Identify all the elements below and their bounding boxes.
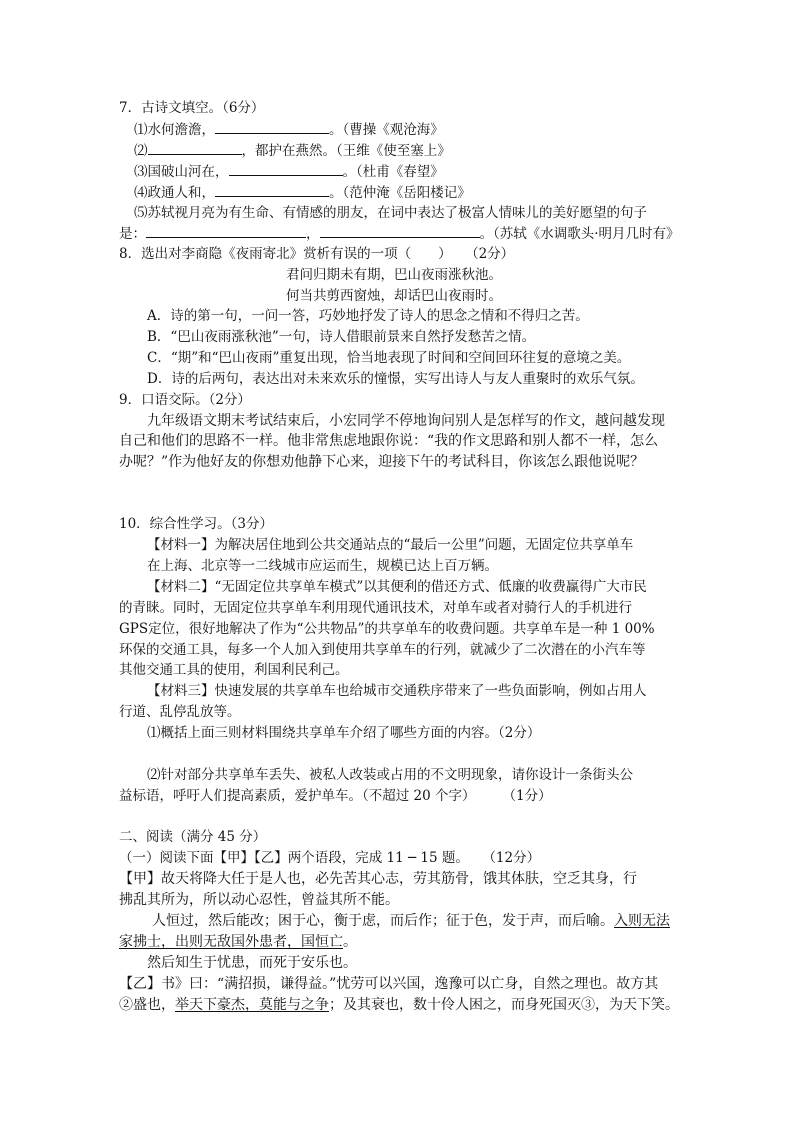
answer-blank[interactable] — [320, 223, 480, 238]
q8-poem-line-2: 何当共剪西窗烛，却话巴山夜雨时。 — [286, 288, 502, 304]
passage-jia-line-4 — [119, 932, 357, 952]
q7-item-5-line2 — [119, 223, 680, 244]
q7-item-4 — [134, 182, 471, 203]
underlined-sentence: 入则无法 — [614, 913, 670, 929]
answer-blank[interactable] — [229, 161, 343, 176]
q9-title: 9．口语交际。（2分） — [119, 392, 251, 408]
q10-subquestion-1: ⑴概括上面三则材料围绕共享单车介绍了哪些方面的内容。（2分） — [147, 725, 541, 741]
q7-title: 7．古诗文填空。（6分） — [119, 100, 265, 116]
q7-item-2-source: ，都护在燕然。（王维《使至塞上》 — [241, 143, 451, 159]
passage-jia-line-1: 【甲】故天将降大任于是人也，必先苦其心志，劳其筋骨，饿其体肤，空乏其身，行 — [119, 871, 637, 887]
q7-item-2-text: ⑵ — [134, 143, 148, 159]
q7-item-1 — [134, 119, 444, 140]
q8-poem-line-1: 君问归期未有期，巴山夜雨涨秋池。 — [286, 267, 502, 283]
q8-option-a[interactable]: A．诗的第一句，一问一答，巧妙地抒发了诗人的思念之情和不得归之苦。 — [147, 308, 589, 324]
q10-subquestion-2-line-2: 益标语，呼吁人们提高素质，爱护单车。（不超过 20 个字） （1分） — [119, 788, 552, 804]
q7-item-1-source: 。（曹操《观沧海》 — [329, 122, 444, 138]
passage-yi-line-2 — [119, 995, 679, 1015]
q10-material-3-line-2: 行道、乱停乱放等。 — [119, 704, 241, 720]
passage-jia-text: 。 — [343, 934, 357, 950]
reading-1-instruction: （一）阅读下面【甲】【乙】两个语段，完成 11 ─ 15 题。 （12分） — [119, 850, 541, 866]
passage-jia-line-3 — [152, 911, 670, 931]
q8-option-c[interactable]: C．“期”和“巴山夜雨”重复出现，恰当地表现了时间和空间回环往复的意境之美。 — [147, 350, 631, 366]
q7-item-5-comma: ， — [306, 226, 320, 242]
q9-paragraph-line-3: 办呢？”作为他好友的你想劝他静下心来，迎接下午的考试科目，你该怎么跟他说呢？ — [119, 454, 645, 470]
answer-blank[interactable] — [215, 119, 329, 134]
underlined-sentence: 家拂士，出则无敌国外患者，国恒亡 — [119, 934, 343, 950]
q7-item-3-text: ⑶国破山河在， — [134, 164, 229, 180]
q7-item-2 — [134, 140, 451, 161]
q10-material-2-line-5: 其他交通工具的使用，利国利民利己。 — [119, 662, 349, 678]
q9-paragraph-line-1: 九年级语文期末考试结束后，小宏同学不停地询问别人是怎样写的作文，越问越发现 — [147, 413, 665, 429]
q7-item-3-source: 。（杜甫《春望》 — [342, 164, 444, 180]
q8-option-b[interactable]: B．“巴山夜雨涨秋池”一句，诗人借眼前景来自然抒发愁苦之情。 — [147, 329, 536, 345]
passage-jia-line-5: 然后知生于忧患，而死于安乐也。 — [147, 955, 357, 971]
answer-blank[interactable] — [146, 223, 306, 238]
q7-item-4-text: ⑷政通人和， — [134, 185, 215, 201]
q10-material-2-line-3: GPS定位，很好地解决了作为“公共物品”的共享单车的收费问题。共享单车是一种 1 00% — [119, 621, 655, 637]
passage-yi-text: ；及其衰也，数十伶人困之，而身死国灭③，为天下笑。 — [329, 997, 679, 1013]
q7-item-1-text: ⑴水何澹澹， — [134, 122, 215, 138]
underlined-sentence: 举天下豪杰，莫能与之争 — [175, 997, 329, 1013]
q8-option-d[interactable]: D．诗的后两句，表达出对未来欢乐的憧憬，实写出诗人与友人重聚时的欢乐气氛。 — [147, 371, 644, 387]
q7-item-5-text: 是： — [119, 226, 146, 242]
passage-yi-text: ②盛也， — [119, 997, 175, 1013]
q10-material-2-line-4: 环保的交通工具，每多一个人加入到使用共享单车的行列，就减少了二次潜在的小汽车等 — [119, 642, 646, 658]
q10-material-3-line-1: 【材料三】快速发展的共享单车也给城市交通秩序带来了一些负面影响，例如占用人 — [147, 683, 647, 699]
answer-blank[interactable] — [148, 140, 242, 155]
q7-item-5-line1: ⑸苏轼视月亮为有生命、有情感的朋友，在词中表达了极富人情味儿的美好愿望的句子 — [134, 205, 647, 221]
q7-item-4-source: 。（范仲淹《岳阳楼记》 — [329, 185, 471, 201]
q10-material-1-line-1: 【材料一】为解决居住地到公共交通站点的“最后一公里”问题，无固定位共享单车 — [147, 537, 634, 553]
answer-blank[interactable] — [215, 182, 329, 197]
passage-jia-text: 人恒过，然后能改；困于心，衡于虑，而后作；征于色，发于声，而后喻。 — [152, 913, 614, 929]
q7-item-3 — [134, 161, 444, 182]
q10-title: 10．综合性学习。（3分） — [119, 516, 274, 532]
q10-material-2-line-2: 的青睐。同时，无固定位共享单车利用现代通讯技术，对单车或者对骑行人的手机进行 — [119, 600, 632, 616]
q7-item-5-source: 。（苏轼《水调歌头·明月几时有》 — [479, 226, 680, 242]
q10-subquestion-2-line-1: ⑵针对部分共享单车丢失、被私人改装或占用的不文明现象，请你设计一条街头公 — [147, 767, 633, 783]
q9-paragraph-line-2: 自己和他们的思路不一样。他非常焦虑地跟你说：“我的作文思路和别人都不一样，怎么 — [119, 433, 659, 449]
q10-material-1-line-2: 在上海、北京等一二线城市应运而生，规模已达上百万辆。 — [147, 558, 498, 574]
passage-yi-line-1: 【乙】书》曰：“满招损，谦得益。”忧劳可以兴国，逸豫可以亡身，自然之理也。故方其 — [119, 976, 659, 992]
passage-jia-line-2: 拂乱其所为，所以动心忍性，曾益其所不能。 — [119, 892, 399, 908]
q10-material-2-line-1: 【材料二】“无固定位共享单车模式”以其便利的借还方式、低廉的收费赢得广大市民 — [147, 579, 647, 595]
q8-title: 8．选出对李商隐《夜雨寄北》赏析有误的一项（ ） （2分） — [119, 246, 515, 262]
part-two-title: 二、阅读（满分 45 分） — [119, 829, 267, 845]
